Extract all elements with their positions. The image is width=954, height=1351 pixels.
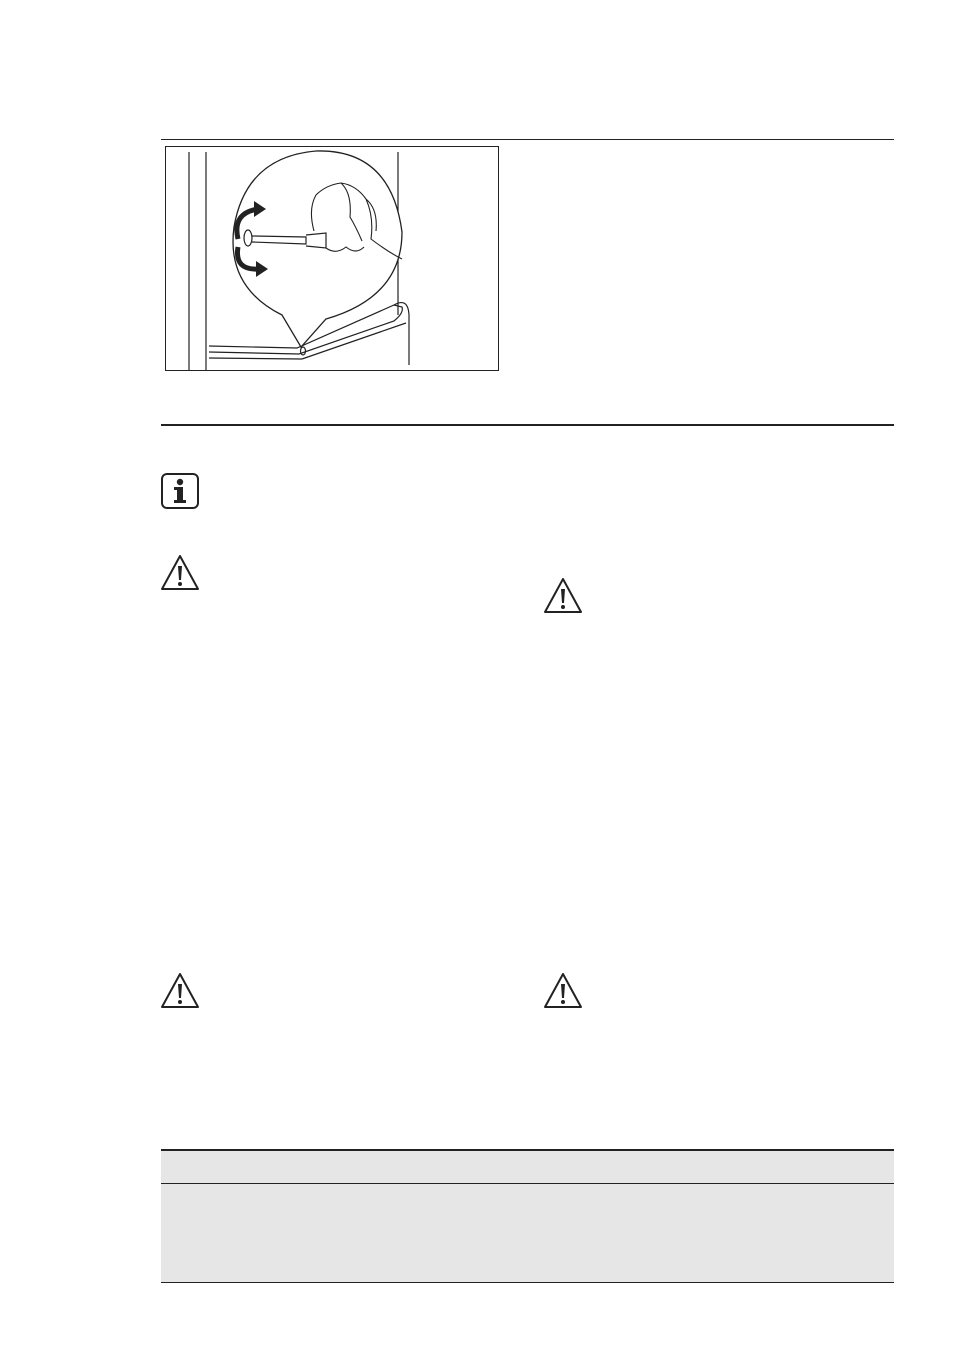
- screwdriver-adjust-illustration: [166, 147, 498, 370]
- section-rule: [161, 424, 894, 426]
- warning-icon: [160, 554, 200, 597]
- adjustment-illustration: [165, 146, 499, 371]
- info-icon: [161, 473, 199, 514]
- top-rule: [161, 139, 894, 140]
- warning-icon: [160, 972, 200, 1015]
- table-header-row: [161, 1151, 894, 1184]
- table-row: [161, 1184, 894, 1282]
- warning-icon: [543, 972, 583, 1015]
- specification-table: [161, 1149, 894, 1283]
- warning-icon: [543, 577, 583, 620]
